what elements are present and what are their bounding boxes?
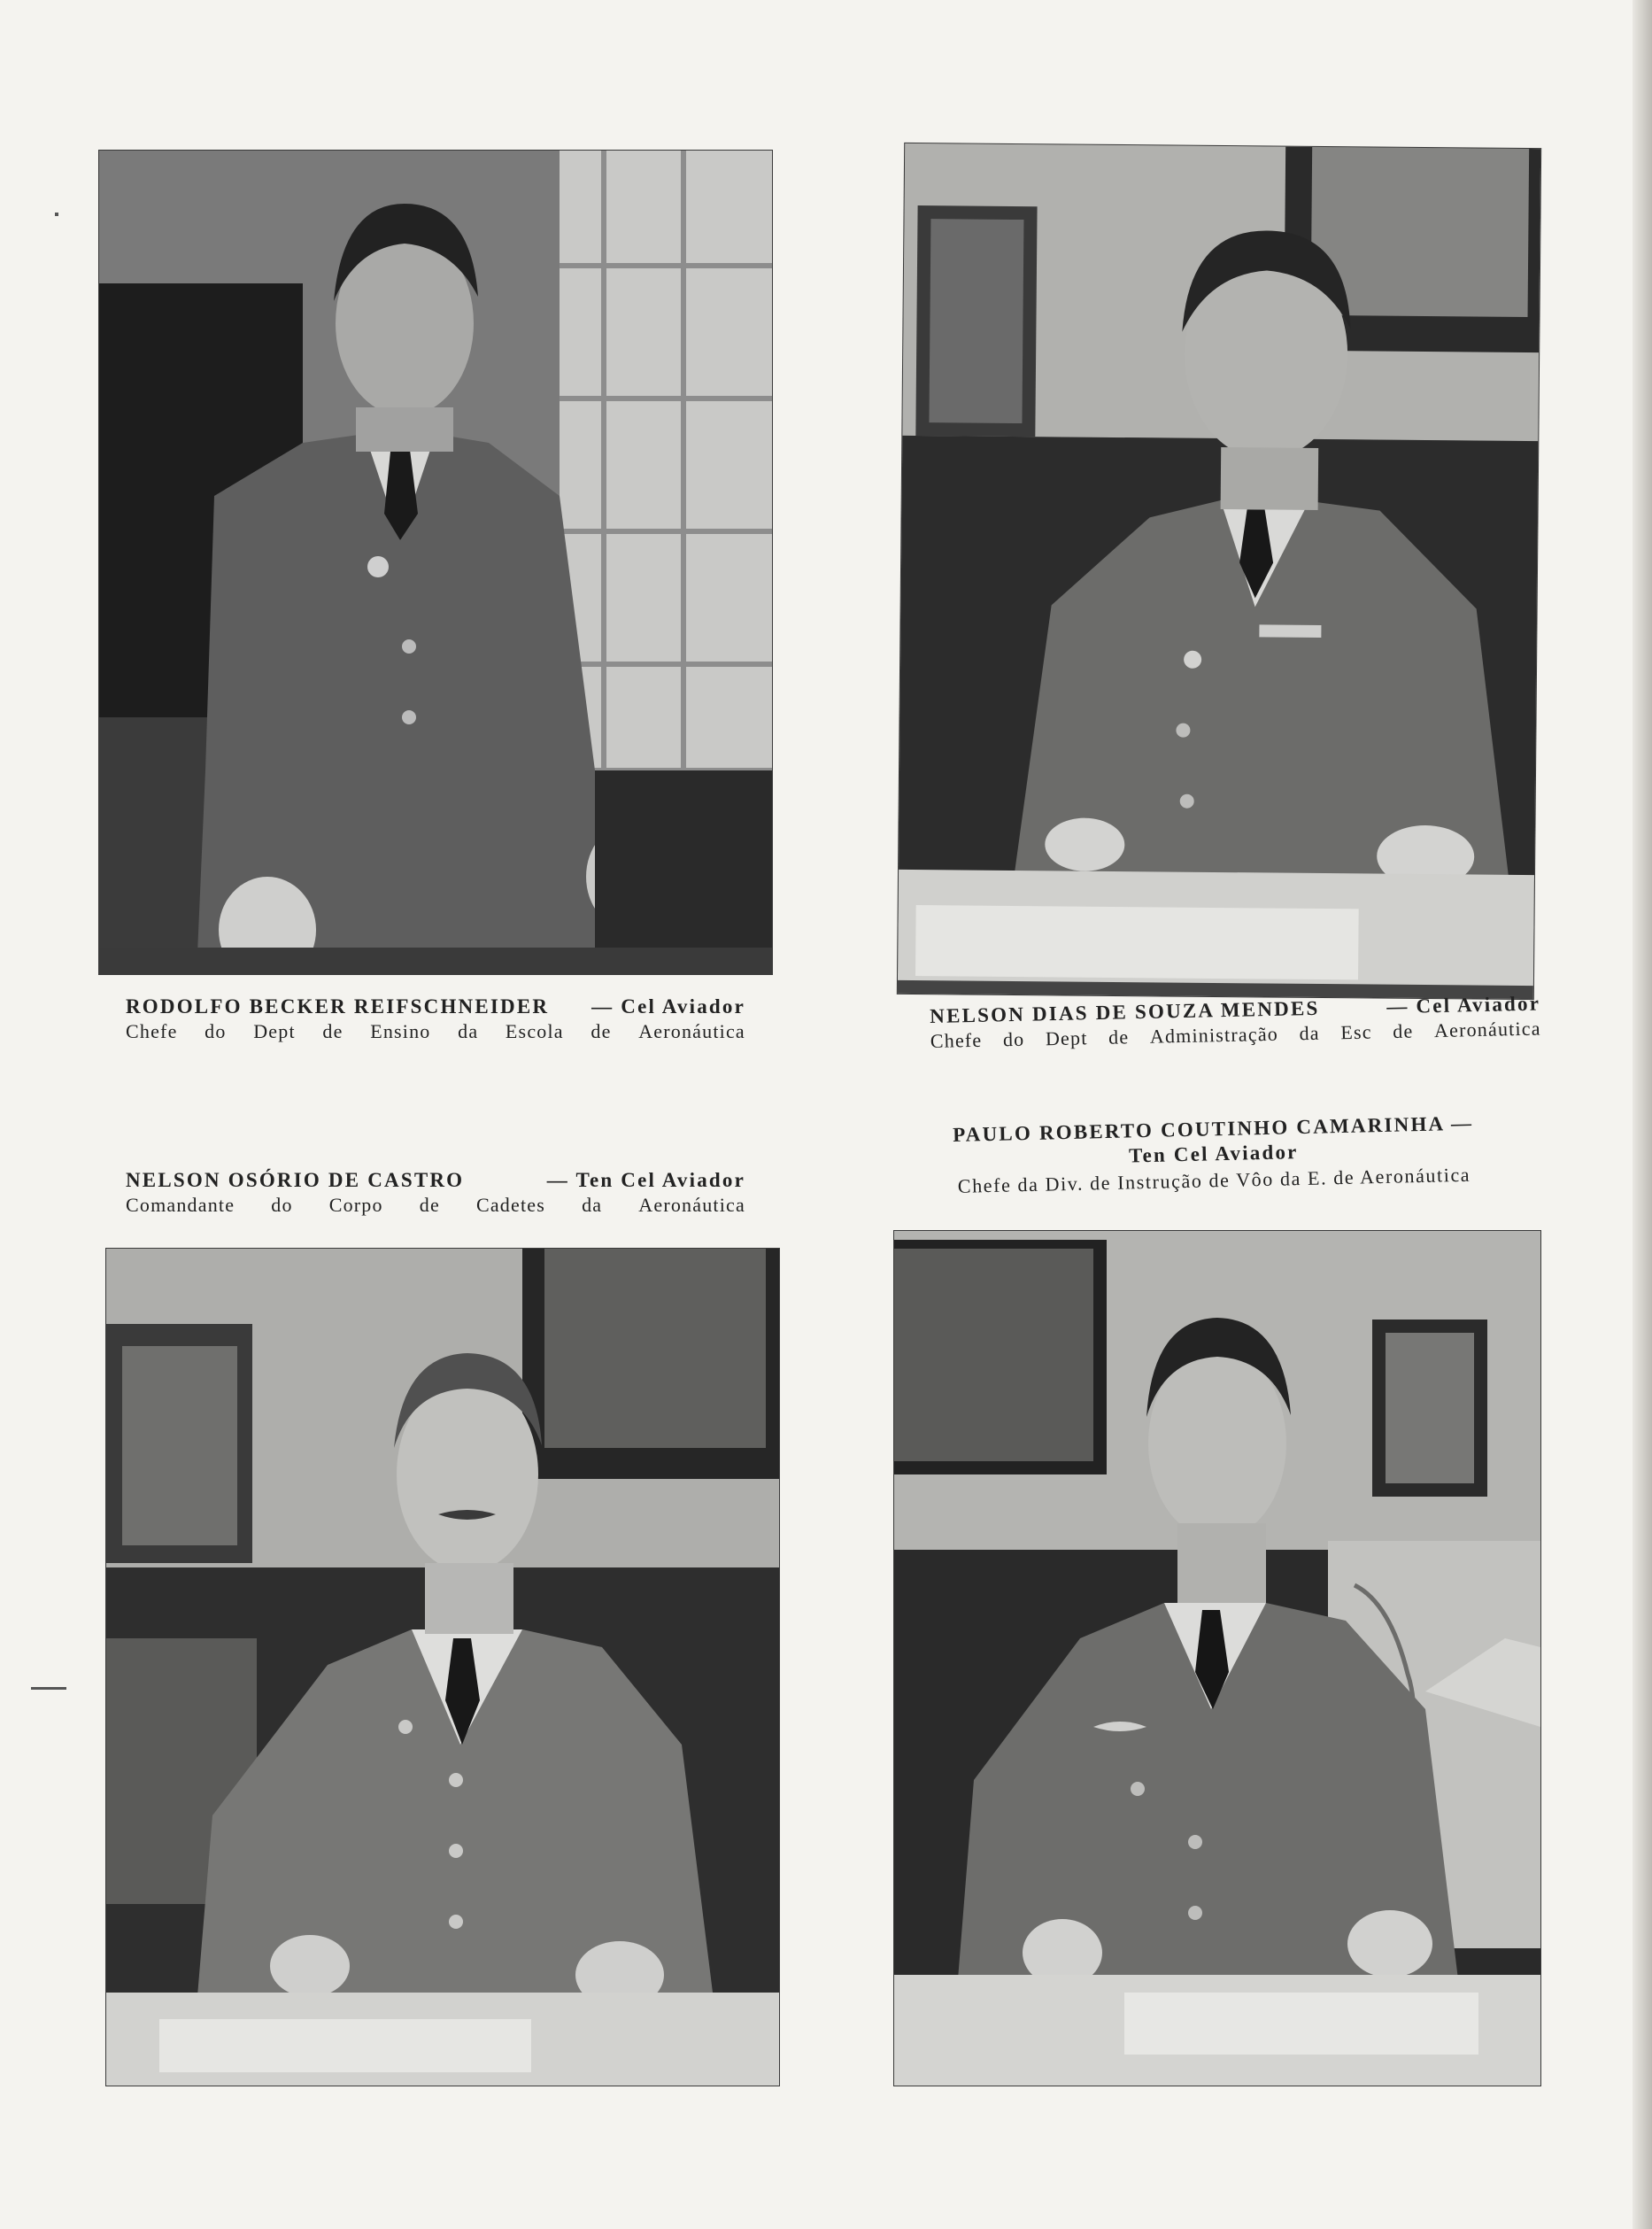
- caption-word: Chefe: [126, 1020, 178, 1042]
- scan-mark-2: [55, 213, 58, 216]
- portrait-photo-4: [894, 1231, 1540, 2086]
- portrait-3-post: [126, 1194, 745, 1217]
- caption-word: Comandante: [126, 1194, 235, 1216]
- caption-word: de: [591, 1020, 612, 1042]
- portrait-illustration-1: [99, 151, 772, 974]
- portrait-1-post: [126, 1020, 745, 1043]
- caption-word: Aeronáutica: [638, 1020, 745, 1042]
- page-edge: [1633, 0, 1652, 2229]
- caption-word: de: [419, 1194, 440, 1216]
- portrait-4-rank: Ten Cel Aviador: [1128, 1141, 1299, 1167]
- caption-2: [930, 993, 1541, 1053]
- caption-word: Dept: [1045, 1026, 1088, 1050]
- portrait-3-rank: — Ten Cel Aviador: [546, 1169, 745, 1191]
- caption-word: do: [271, 1194, 293, 1216]
- caption-word: Cadetes: [475, 1194, 546, 1216]
- caption-word: da: [1299, 1021, 1320, 1045]
- caption-word: Esc: [1340, 1020, 1372, 1044]
- caption-1: [126, 995, 745, 1043]
- caption-3: [126, 1169, 745, 1217]
- caption-1-title: [126, 995, 745, 1018]
- portrait-illustration-2: [898, 143, 1540, 999]
- portrait-3-name: NELSON OSÓRIO DE CASTRO: [126, 1169, 465, 1191]
- caption-word: de: [322, 1020, 344, 1042]
- portrait-1-name: RODOLFO BECKER REIFSCHNEIDER: [126, 995, 550, 1018]
- caption-word: Corpo: [328, 1194, 383, 1216]
- portrait-photo-1: [99, 151, 772, 974]
- caption-word: da: [582, 1194, 603, 1216]
- caption-word: do: [1002, 1027, 1025, 1051]
- caption-word: Administração: [1149, 1022, 1279, 1048]
- caption-word: Ensino: [370, 1020, 431, 1042]
- caption-word: Aeronáutica: [638, 1194, 745, 1216]
- scan-mark-1: [31, 1687, 66, 1690]
- portrait-2-rank: — Cel Aviador: [1386, 992, 1541, 1018]
- portrait-2-name: NELSON DIAS DE SOUZA MENDES: [930, 996, 1320, 1027]
- portrait-1-rank: — Cel Aviador: [591, 995, 745, 1018]
- caption-word: Dept: [253, 1020, 296, 1042]
- caption-3-title: [126, 1169, 745, 1192]
- caption-word: Aeronáutica: [1433, 1017, 1541, 1042]
- portrait-photo-2: [898, 143, 1540, 999]
- caption-word: de: [1392, 1019, 1414, 1043]
- portrait-4-name: PAULO ROBERTO COUTINHO CAMARINHA —: [952, 1111, 1474, 1146]
- caption-4: [912, 1111, 1516, 1199]
- caption-word: de: [1108, 1025, 1130, 1049]
- portrait-photo-3: [106, 1249, 779, 2086]
- caption-word: da: [458, 1020, 479, 1042]
- portrait-illustration-3: [106, 1249, 779, 2086]
- portrait-4-post: Chefe da Div. de Instrução de Vôo da E. de Aeronáutica: [957, 1163, 1471, 1197]
- caption-word: Chefe: [930, 1028, 983, 1052]
- portrait-illustration-4: [894, 1231, 1540, 2086]
- caption-word: Escola: [505, 1020, 564, 1042]
- caption-word: do: [205, 1020, 227, 1042]
